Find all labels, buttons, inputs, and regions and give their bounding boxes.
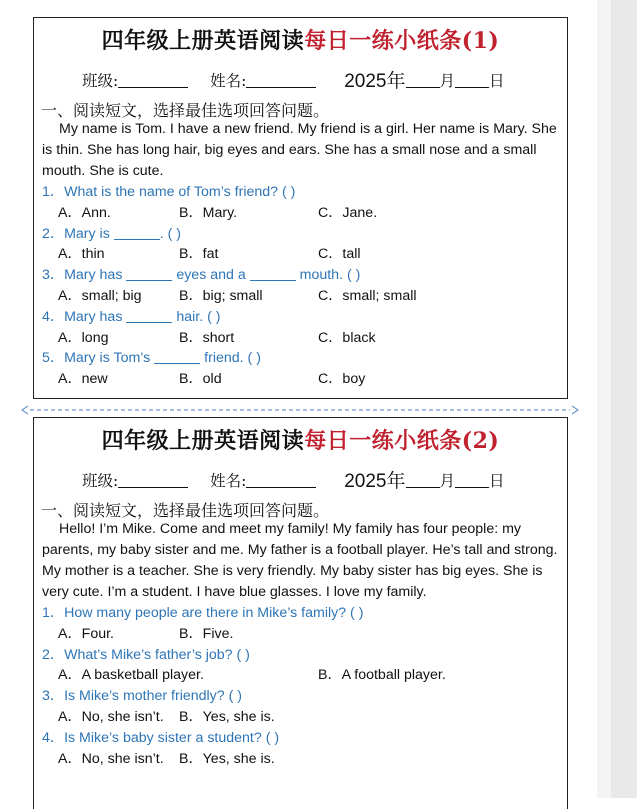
card-2-title-main: 四年级上册英语阅读 (101, 428, 305, 454)
question-3 (42, 265, 561, 286)
question-2 (42, 224, 561, 245)
question-3-options (42, 286, 561, 307)
card-2-title-red: 每日一练小纸条(2) (304, 428, 500, 454)
card-2-questions (42, 603, 561, 769)
option-b[interactable]: B．fat (179, 246, 219, 263)
answer-blank[interactable] (154, 350, 200, 364)
card-2-title (34, 424, 567, 455)
answer-blank[interactable] (126, 309, 172, 323)
name-blank[interactable] (246, 73, 316, 88)
left-arrow-icon (22, 406, 28, 414)
question-4-options (42, 328, 561, 349)
option-c[interactable]: C．tall (318, 246, 361, 263)
question-4-tail: hair. ( ) (172, 308, 221, 325)
option-c[interactable]: C．small; small (318, 287, 417, 304)
question-1: 1．What is the name of Tom’s friend? ( ) (42, 184, 296, 200)
question-1-options (42, 203, 561, 224)
question-2-text: 2．Mary is (42, 225, 114, 242)
month-blank[interactable] (406, 73, 440, 88)
answer-blank[interactable] (250, 267, 296, 281)
question-5-tail: friend. ( ) (200, 350, 261, 367)
class-blank[interactable] (118, 73, 188, 88)
day-label: 日 (489, 72, 505, 90)
scroll-rail-edge (597, 0, 611, 798)
card-2-passage (42, 519, 559, 603)
question-2-options (42, 665, 561, 686)
class-blank[interactable] (118, 473, 188, 488)
question-3-options (42, 707, 561, 728)
question-2: 2．What’s Mike’s father’s job? ( ) (42, 646, 250, 663)
question-3-mid: eyes and a (172, 267, 250, 284)
day-label: 日 (489, 472, 505, 490)
card-1-section-heading: 一、阅读短文，选择最佳选项回答问题。 (41, 101, 330, 120)
day-blank[interactable] (455, 73, 489, 88)
card-1-passage-text: My name is Tom. I have a new friend. My friend is a girl. Her name is Mary. She is thin. She has long hair, big eyes and ears. She has a small nose and a small mouth. She is cute. (42, 121, 557, 179)
option-c[interactable]: C．black (318, 329, 376, 346)
option-c[interactable]: C．boy (318, 371, 366, 388)
option-b[interactable]: B．Yes, she is. (179, 750, 275, 767)
option-a[interactable]: A．small; big (58, 287, 142, 304)
month-label: 月 (439, 72, 456, 90)
question-1-options (42, 624, 561, 645)
question-5-text: 5．Mary is Tom’s (42, 350, 155, 367)
question-4-options (42, 749, 561, 770)
option-a[interactable]: A．long (58, 329, 109, 346)
card-1-title (34, 24, 567, 55)
option-a[interactable]: A．new (58, 371, 108, 388)
card-2-passage-text: Hello! I’m Mike. Come and meet my family! My family has four people: my parents, my baby sister and me. My father is a football player. He’s tall and strong. My mother is a teacher. She is very friendly. My baby sister has big eyes. She is very cute. I’m a student. I have blue glasses. I love my family. (42, 521, 558, 600)
cut-line-divider (20, 404, 580, 416)
name-blank[interactable] (246, 473, 316, 488)
option-a[interactable]: A．Ann. (58, 204, 111, 221)
option-b[interactable]: B．big; small (179, 287, 263, 304)
year-label: 2025年 (344, 71, 406, 92)
option-b[interactable]: B．Five. (179, 625, 234, 642)
card-2-info-line (82, 466, 505, 493)
name-label: 姓名: (210, 472, 247, 490)
class-label: 班级: (82, 472, 119, 490)
card-1-title-red: 每日一练小纸条(1) (304, 28, 500, 54)
month-label: 月 (439, 472, 456, 490)
option-a[interactable]: A．No, she isn’t. (58, 750, 164, 767)
option-b[interactable]: B．short (179, 329, 235, 346)
option-b[interactable]: B．Mary. (179, 204, 238, 221)
worksheet-card-1 (33, 17, 568, 399)
option-b[interactable]: B．A football player. (318, 667, 446, 684)
card-2-section-heading: 一、阅读短文，选择最佳选项回答问题。 (41, 501, 330, 520)
question-3: 3．Is Mike’s mother friendly? ( ) (42, 688, 242, 705)
card-1-info-line (82, 66, 505, 93)
question-1: 1．How many people are there in Mike’s family? ( ) (42, 605, 364, 621)
answer-blank[interactable] (114, 226, 160, 240)
option-a[interactable]: A．Four. (58, 625, 114, 642)
answer-blank[interactable] (126, 267, 172, 281)
option-b[interactable]: B．old (179, 371, 222, 388)
card-1-questions (42, 182, 561, 390)
right-arrow-icon (572, 406, 578, 414)
year-label: 2025年 (344, 471, 406, 492)
question-4: 4．Is Mike’s baby sister a student? ( ) (42, 729, 280, 746)
option-a[interactable]: A．No, she isn’t. (58, 708, 164, 725)
option-c[interactable]: C．Jane. (318, 204, 378, 221)
class-label: 班级: (82, 72, 119, 90)
question-3-tail: mouth. ( ) (295, 267, 361, 284)
worksheet-card-2 (33, 417, 568, 809)
card-1-title-main: 四年级上册英语阅读 (101, 28, 305, 54)
month-blank[interactable] (406, 473, 440, 488)
question-4 (42, 307, 561, 328)
option-a[interactable]: A．thin (58, 246, 105, 263)
option-b[interactable]: B．Yes, she is. (179, 708, 275, 725)
question-2-tail: . ( ) (159, 225, 182, 242)
question-5 (42, 348, 561, 369)
question-4-text: 4．Mary has (42, 308, 127, 325)
card-1-passage (42, 119, 559, 182)
name-label: 姓名: (210, 72, 247, 90)
page-scroll-rail[interactable] (597, 0, 637, 798)
question-2-options (42, 244, 561, 265)
option-a[interactable]: A．A basketball player. (58, 667, 204, 684)
question-3-text: 3．Mary has (42, 267, 127, 284)
question-5-options (42, 369, 561, 390)
day-blank[interactable] (455, 473, 489, 488)
